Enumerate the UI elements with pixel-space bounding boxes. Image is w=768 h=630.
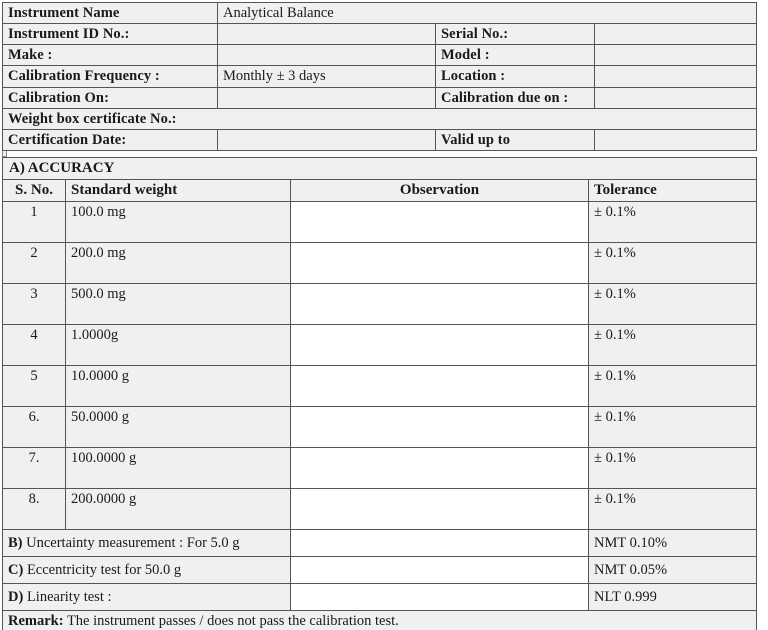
label-instrument-id: Instrument ID No.: bbox=[3, 24, 218, 45]
table-row-calibration-on bbox=[3, 87, 757, 108]
cell-standard-weight: 50.0000 g bbox=[66, 406, 291, 447]
cell-sno: 7. bbox=[3, 447, 66, 488]
cell-standard-weight: 10.0000 g bbox=[66, 365, 291, 406]
cell-standard-weight: 100.0 mg bbox=[66, 201, 291, 242]
text-linearity-test: Linearity test : bbox=[23, 588, 112, 605]
value-calibration-due-on[interactable] bbox=[595, 87, 757, 108]
label-calibration-frequency: Calibration Frequency : bbox=[3, 66, 218, 87]
marker-b: B) bbox=[8, 534, 23, 551]
cell-observation-uncertainty[interactable] bbox=[291, 529, 589, 556]
cell-tolerance: ± 0.1% bbox=[589, 406, 757, 447]
cell-tolerance: ± 0.1% bbox=[589, 365, 757, 406]
cell-tolerance: ± 0.1% bbox=[589, 447, 757, 488]
text-uncertainty-measurement: Uncertainty measurement : For 5.0 g bbox=[22, 534, 240, 551]
value-location[interactable] bbox=[595, 66, 757, 87]
cell-sno: 1 bbox=[3, 201, 66, 242]
cell-standard-weight: 100.0000 g bbox=[66, 447, 291, 488]
value-instrument-name[interactable]: Analytical Balance bbox=[218, 3, 757, 24]
cell-sno: 5 bbox=[3, 365, 66, 406]
label-certification-date: Certification Date: bbox=[3, 129, 218, 150]
label-location: Location : bbox=[436, 66, 595, 87]
table-row bbox=[3, 488, 757, 529]
remark-text: The instrument passes / does not pass the calibration test. bbox=[63, 612, 399, 629]
column-header-standard-weight: Standard weight bbox=[66, 179, 291, 201]
accuracy-column-header-row bbox=[3, 179, 757, 201]
value-serial-no[interactable] bbox=[595, 24, 757, 45]
cell-observation[interactable] bbox=[291, 283, 589, 324]
remark-label: Remark: bbox=[8, 612, 64, 629]
table-separator bbox=[2, 151, 756, 157]
instrument-identification-table bbox=[2, 2, 757, 151]
cell-tolerance: ± 0.1% bbox=[589, 201, 757, 242]
cell-standard-weight: 200.0 mg bbox=[66, 242, 291, 283]
cell-sno: 2 bbox=[3, 242, 66, 283]
accuracy-section-header-row bbox=[3, 157, 757, 179]
label-calibration-on: Calibration On: bbox=[3, 87, 218, 108]
table-row-calibration-frequency bbox=[3, 66, 757, 87]
cell-observation[interactable] bbox=[291, 406, 589, 447]
table-row-certification-date bbox=[3, 129, 757, 150]
table-row-remark bbox=[3, 610, 757, 630]
label-eccentricity-test bbox=[3, 556, 291, 583]
table-row-eccentricity-test bbox=[3, 556, 757, 583]
cell-observation[interactable] bbox=[291, 488, 589, 529]
text-eccentricity-test: Eccentricity test for 50.0 g bbox=[23, 561, 182, 578]
table-row-instrument-id bbox=[3, 24, 757, 45]
table-row-uncertainty-measurement bbox=[3, 529, 757, 556]
value-model[interactable] bbox=[595, 45, 757, 66]
remark-cell bbox=[3, 610, 757, 630]
label-model: Model : bbox=[436, 45, 595, 66]
cell-sno: 3 bbox=[3, 283, 66, 324]
section-title-accuracy: A) ACCURACY bbox=[3, 157, 757, 179]
cell-tolerance: ± 0.1% bbox=[589, 324, 757, 365]
table-row-weight-box-certificate bbox=[3, 108, 757, 129]
cell-standard-weight: 1.0000g bbox=[66, 324, 291, 365]
cell-sno: 4 bbox=[3, 324, 66, 365]
cell-limit-linearity: NLT 0.999 bbox=[589, 583, 757, 610]
cell-observation-eccentricity[interactable] bbox=[291, 556, 589, 583]
cell-standard-weight: 200.0000 g bbox=[66, 488, 291, 529]
label-instrument-name: Instrument Name bbox=[3, 3, 218, 24]
cell-observation[interactable] bbox=[291, 447, 589, 488]
value-instrument-id[interactable] bbox=[218, 24, 436, 45]
table-row bbox=[3, 365, 757, 406]
label-weight-box-certificate[interactable]: Weight box certificate No.: bbox=[3, 108, 757, 129]
value-valid-up-to[interactable] bbox=[595, 129, 757, 150]
label-uncertainty-measurement bbox=[3, 529, 291, 556]
cell-tolerance: ± 0.1% bbox=[589, 488, 757, 529]
cell-tolerance: ± 0.1% bbox=[589, 283, 757, 324]
cell-observation[interactable] bbox=[291, 201, 589, 242]
cell-limit-eccentricity: NMT 0.05% bbox=[589, 556, 757, 583]
value-calibration-frequency[interactable]: Monthly ± 3 days bbox=[218, 66, 436, 87]
calibration-results-table bbox=[2, 157, 757, 630]
label-valid-up-to: Valid up to bbox=[436, 129, 595, 150]
column-header-sno: S. No. bbox=[3, 179, 66, 201]
table-row-instrument-name bbox=[3, 3, 757, 24]
label-serial-no: Serial No.: bbox=[436, 24, 595, 45]
column-header-tolerance: Tolerance bbox=[589, 179, 757, 201]
label-calibration-due-on: Calibration due on : bbox=[436, 87, 595, 108]
cell-standard-weight: 500.0 mg bbox=[66, 283, 291, 324]
marker-d: D) bbox=[8, 588, 24, 605]
table-row bbox=[3, 201, 757, 242]
table-row bbox=[3, 283, 757, 324]
cell-observation[interactable] bbox=[291, 324, 589, 365]
label-make: Make : bbox=[3, 45, 218, 66]
label-linearity-test bbox=[3, 583, 291, 610]
cell-observation-linearity[interactable] bbox=[291, 583, 589, 610]
cell-observation[interactable] bbox=[291, 242, 589, 283]
value-make[interactable] bbox=[218, 45, 436, 66]
table-row bbox=[3, 242, 757, 283]
table-row bbox=[3, 406, 757, 447]
column-header-observation: Observation bbox=[291, 179, 589, 201]
table-row bbox=[3, 447, 757, 488]
marker-c: C) bbox=[8, 561, 24, 578]
cell-observation[interactable] bbox=[291, 365, 589, 406]
value-calibration-on[interactable] bbox=[218, 87, 436, 108]
table-row bbox=[3, 324, 757, 365]
value-certification-date[interactable] bbox=[218, 129, 436, 150]
cell-limit-uncertainty: NMT 0.10% bbox=[589, 529, 757, 556]
cell-sno: 8. bbox=[3, 488, 66, 529]
table-row-make bbox=[3, 45, 757, 66]
cell-tolerance: ± 0.1% bbox=[589, 242, 757, 283]
cell-sno: 6. bbox=[3, 406, 66, 447]
table-row-linearity-test bbox=[3, 583, 757, 610]
